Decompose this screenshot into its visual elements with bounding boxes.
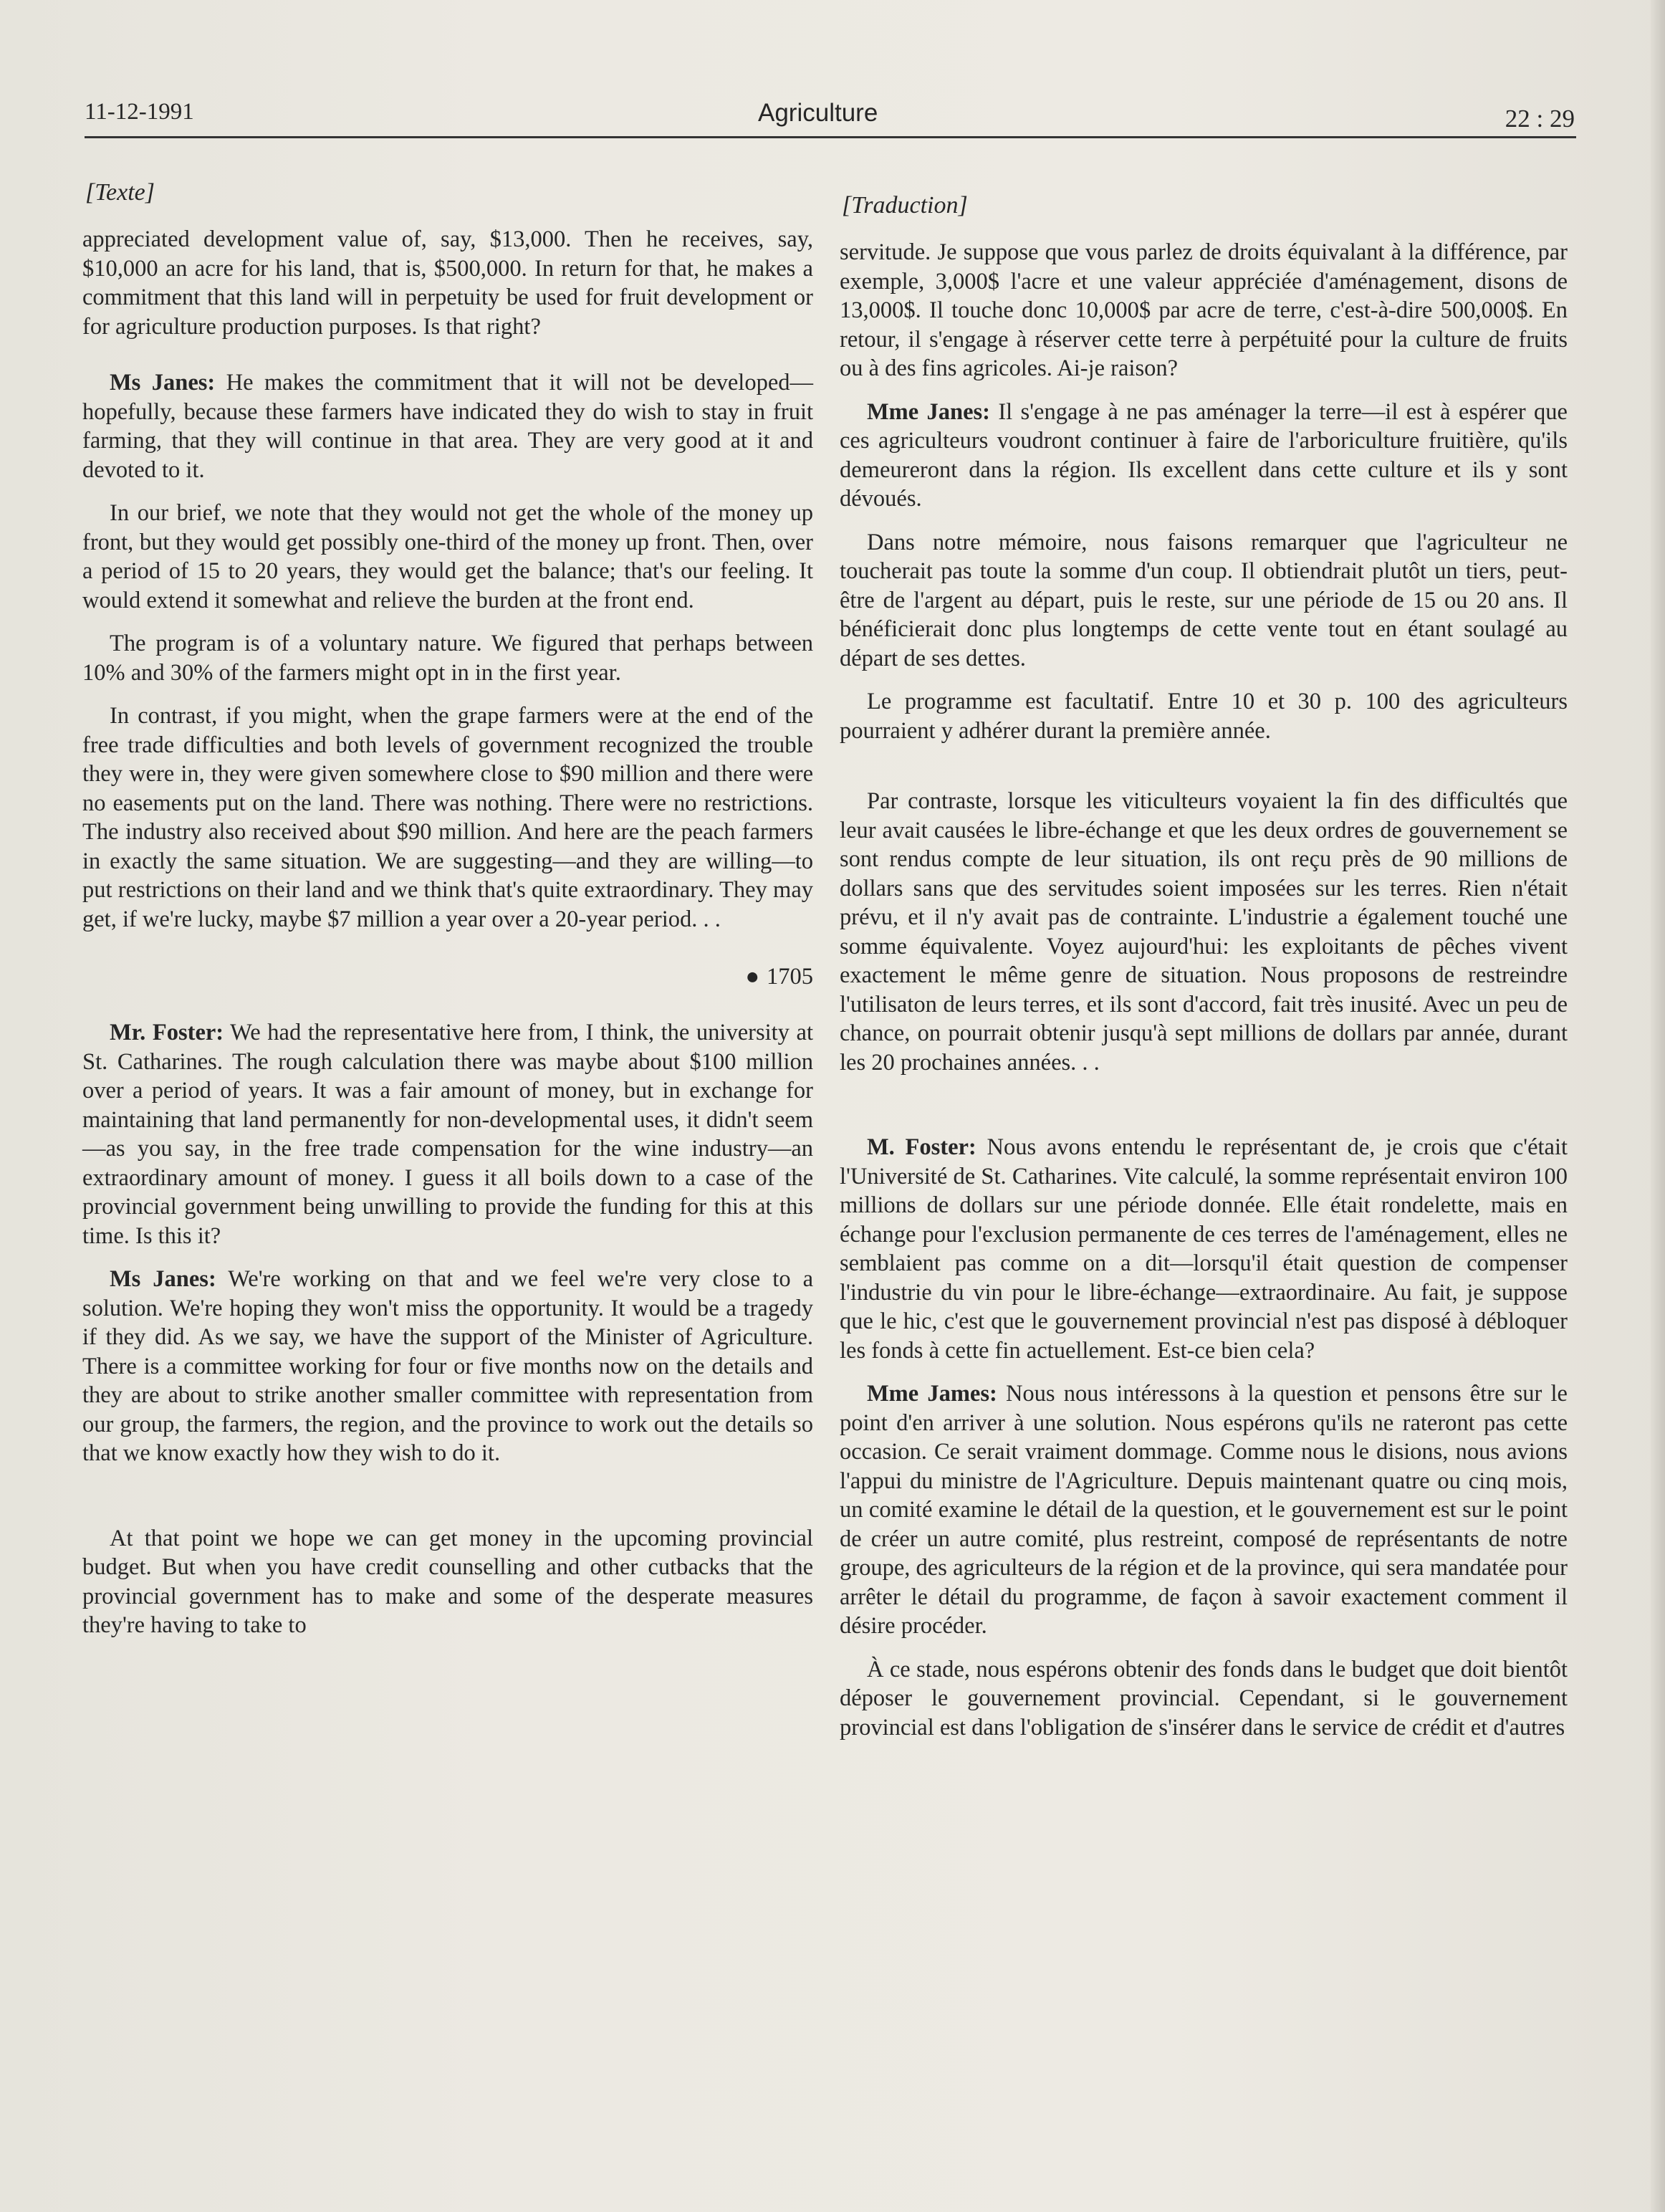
paragraph: Dans notre mémoire, nous faisons remarquer que l'agriculteur ne toucherait pas toute la somme d'un coup. Il obtiendrait plutôt un tiers, peut-être de l'argent au départ, puis le reste, sur une période de 15 ou 20 ans. Il bénéficierait donc plus longtemps de cette vente tout en étant soulagé au départ de ses dettes. (840, 529, 1568, 671)
paragraph: In our brief, we note that they would not get the whole of the money up front, but they would get possibly one-third of the money up front. Then, over a period of 15 to 20 years, they would get the balance; that's our feeling. It would extend it somewhat and relieve the burden at the front end. (82, 500, 813, 613)
header-rule (85, 136, 1576, 138)
english-column (82, 179, 813, 1640)
paragraph-text: He makes the commitment that it will not be developed—hopefully, because these farmers have indicated they do wish to stay in fruit farming, that they will continue in that area. They are very good at it and devoted to it. (82, 370, 813, 483)
paragraph-text: We're working on that and we feel we're very close to a solution. We're hoping they won't miss the opportunity. It would be a tragedy if they did. As we say, we have the support of the Minister of Agriculture. There is a committee working for four or five months now on the details and they are about to strike another smaller committee with representation from our group, the farmers, the region, and the province to work out the details so that we know exactly how they wish to do it. (82, 1266, 813, 1466)
header-title: Agriculture (758, 99, 878, 127)
speaker-name: Ms Janes: (110, 1266, 216, 1292)
page-header (85, 99, 1575, 139)
paragraph-text: We had the representative here from, I think, the university at St. Catharines. The rough calculation there was maybe about $100 million over a period of years. It was a fair amount of money, but in exchange for maintaining that land permanently for non-developmental uses, it didn't seem—as you say, in the free trade compensation for the wine industry—an extraordinary amount of money. I guess it all boils down to a case of the provincial government being unwilling to provide the funding for this at this time. Is this it? (82, 1020, 813, 1249)
speaker-name: Mme Janes: (867, 398, 990, 425)
paragraph: In contrast, if you might, when the grape farmers were at the end of the free trade difficulties and both levels of government recognized the trouble they were in, they were given somewhere close to $90 million and there were no easements put on the land. There was nothing. There were no restrictions. The industry also received about $90 million. And here are the peach farmers in exactly the same situation. We are suggesting—and they are willing—to put restrictions on their land and we think that's quite extraordinary. They may get, if we're lucky, maybe $7 million a year over a 20-year period. . . (82, 703, 813, 932)
paragraph: At that point we hope we can get money in the upcoming provincial budget. But when you have credit counselling and other cutbacks that the provincial government has to make and some of the desperate measures they're having to take to (82, 1525, 813, 1638)
text-label: [Texte] (85, 179, 155, 206)
speaker-name: Ms Janes: (110, 370, 216, 396)
paragraph: Par contraste, lorsque les viticulteurs voyaient la fin des difficultés que leur avait causées le libre-échange et que les deux ordres de gouvernement se sont rendus compte de leur situation, ils ont reçu près de 90 millions de dollars sans que des servitudes soient imposées sur les terres. Rien n'était prévu, et il n'y avait pas de contrainte. L'industrie a également touché une somme équivalente. Voyez aujourd'hui: les exploitants de pêches vivent exactement le même genre de situation. Nous proposons de restreindre l'utilisaton de leurs terres, et ils sont d'accord, fait très inusité. Avec un peu de chance, on pourrait obtenir jusqu'à sept millions de dollars par année, durant les 20 prochaines années. . . (840, 788, 1568, 1076)
time-marker-text: 1705 (767, 964, 813, 990)
paragraph: Le programme est facultatif. Entre 10 et 30 p. 100 des agriculteurs pourraient y adhérer durant la première année. (840, 689, 1568, 744)
paragraph (82, 368, 813, 484)
speaker-name: Mme James: (867, 1381, 997, 1407)
paragraph (82, 1018, 813, 1250)
page-edge-shadow (1651, 0, 1665, 2212)
speaker-name: Mr. Foster: (110, 1020, 224, 1045)
speaker-name: M. Foster: (867, 1134, 977, 1160)
paragraph: servitude. Je suppose que vous parlez de droits équivalant à la différence, par exemple, 3,000$ l'acre et une valeur appréciée d'aménagement, disons de 13,000$. Il touche donc 10,000$ par acre de terre, c'est-à-dire 500,000$. En retour, il s'engage à réserver cette terre à perpétuité pour la culture de fruits ou à des fins agricoles. Ai-je raison? (840, 239, 1568, 381)
paragraph: The program is of a voluntary nature. We figured that perhaps between 10% and 30% of the farmers might opt in in the first year. (82, 631, 813, 686)
paragraph: appreciated development value of, say, $13,000. Then he receives, say, $10,000 an acre for his land, that is, $500,000. In return for that, he makes a commitment that this land will in perpetuity be used for fruit development or for agriculture production purposes. Is that right? (82, 226, 813, 340)
paragraph (840, 398, 1568, 514)
bullet-icon: ● (745, 964, 759, 990)
time-marker (82, 962, 813, 991)
paragraph (840, 1379, 1568, 1641)
paragraph-text: Nous avons entendu le représentant de, je crois que c'était l'Université de St. Catharines. Vite calculé, la somme représentait environ 100 millions de dollars sur une période donnée. Elle était rondelette, mais en échange pour l'exclusion permanente de ces terres de l'aménagement, elles ne semblaient pas comme on a dit—lorsqu'il était question de compenser l'industrie du vin pour le libre-échange—extraordinaire. Au fait, je suppose que le hic, c'est que le gouvernement provincial n'est pas disposé à débloquer les fonds à cette fin actuellement. Est-ce bien cela? (840, 1134, 1568, 1364)
french-column (840, 179, 1568, 1742)
paragraph: À ce stade, nous espérons obtenir des fonds dans le budget que doit bientôt déposer le gouvernement provincial. Cependant, si le gouvernement provincial est dans l'obligation de s'insérer dans le service de crédit et d'autres (840, 1656, 1568, 1741)
paragraph (82, 1265, 813, 1468)
header-date: 11-12-1991 (85, 99, 194, 125)
translation-label: [Traduction] (842, 192, 968, 219)
header-page-number: 22 : 29 (1505, 105, 1575, 133)
paragraph (840, 1133, 1568, 1365)
paragraph-text: Nous nous intéressons à la question et pensons être sur le point d'en arriver à une solution. Nous espérons qu'ils ne rateront pas cette occasion. Ce serait vraiment dommage. Comme nous le disions, nous avions l'appui du ministre de l'Agriculture. Depuis maintenant quatre ou cinq mois, un comité examine le détail de la question, et le gouvernement est sur le point de créer un autre comité, plus restreint, composé de représentants de notre groupe, des agriculteurs de la région et de la province, qui sera mandatée pour arrêter le détail du programme, de façon à savoir exactement comment il désire procéder. (840, 1381, 1568, 1639)
paragraph-text: Il s'engage à ne pas aménager la terre—il est à espérer que ces agriculteurs voudront continuer à faire de l'arboriculture fruitière, qu'ils demeureront dans la région. Ils excellent dans cette culture et ils y sont dévoués. (840, 398, 1568, 512)
